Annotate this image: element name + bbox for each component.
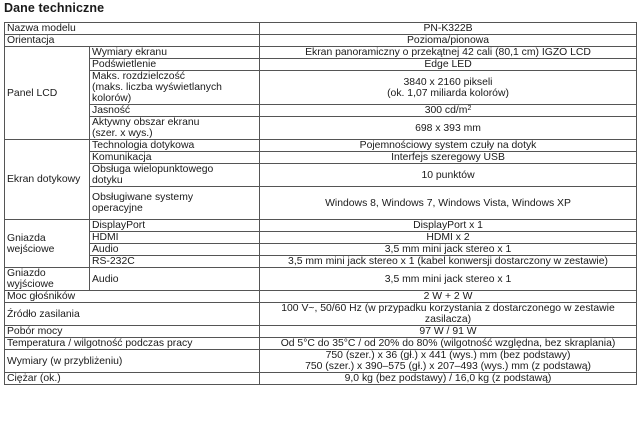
table-row xyxy=(5,140,637,152)
brightness-value xyxy=(260,105,637,117)
touch-group-label: Ekran dotykowy xyxy=(5,140,90,220)
resolution-label xyxy=(90,71,260,105)
dimensions-line: 750 (szer.) x 36 (gł.) x 441 (wys.) mm (bez podstawy) xyxy=(325,350,571,361)
weight-value: 9,0 kg (bez podstawy) / 16,0 kg (z podstawą) xyxy=(260,373,637,385)
communication-label: Komunikacja xyxy=(90,152,260,164)
table-row xyxy=(5,256,637,268)
backlight-label: Podświetlenie xyxy=(90,59,260,71)
table-row xyxy=(5,152,637,164)
rs232-label: RS-232C xyxy=(90,256,260,268)
resolution-label-line: (maks. liczba wyświetlanych xyxy=(92,82,222,93)
table-row xyxy=(5,244,637,256)
multitouch-label-line: Obsługa wielopunktowego xyxy=(92,164,214,175)
os-label-line: operacyjne xyxy=(92,203,143,214)
table-row xyxy=(5,71,637,105)
active-area-label xyxy=(90,117,260,140)
inputs-group-line: wejściowe xyxy=(7,243,55,255)
resolution-value xyxy=(260,71,637,105)
speaker-label: Moc głośników xyxy=(5,291,260,303)
table-row xyxy=(5,303,637,326)
table-row xyxy=(5,187,637,220)
brightness-label: Jasność xyxy=(90,105,260,117)
inputs-group-label xyxy=(5,220,90,268)
touch-tech-value: Pojemnościowy system czuły na dotyk xyxy=(260,140,637,152)
table-row xyxy=(5,23,637,35)
table-row xyxy=(5,105,637,117)
dimensions-line: 750 (szer.) x 390–575 (gł.) x 207–493 (wys.) mm (z podstawą) xyxy=(305,361,591,372)
audio-in-value: 3,5 mm mini jack stereo x 1 xyxy=(260,244,637,256)
displayport-value: DisplayPort x 1 xyxy=(260,220,637,232)
consumption-value: 97 W / 91 W xyxy=(260,326,637,338)
rs232-value: 3,5 mm mini jack stereo x 1 (kabel konwersji dostarczony w zestawie) xyxy=(260,256,637,268)
output-group-label xyxy=(5,268,90,291)
active-area-label-line: Aktywny obszar ekranu xyxy=(92,117,200,128)
backlight-value: Edge LED xyxy=(260,59,637,71)
table-row xyxy=(5,291,637,303)
weight-label: Ciężar (ok.) xyxy=(5,373,260,385)
spec-table xyxy=(4,22,637,385)
table-row xyxy=(5,373,637,385)
os-label xyxy=(90,187,260,220)
resolution-label-line: kolorów) xyxy=(92,93,132,104)
audio-in-label: Audio xyxy=(90,244,260,256)
table-row xyxy=(5,326,637,338)
table-row xyxy=(5,220,637,232)
resolution-value-line: (ok. 1,07 miliarda kolorów) xyxy=(387,87,509,99)
inputs-group-line: Gniazda xyxy=(7,232,46,244)
consumption-label: Pobór mocy xyxy=(5,326,260,338)
resolution-value-line: 3840 x 2160 pikseli xyxy=(403,76,493,88)
audio-out-label: Audio xyxy=(90,268,260,291)
table-row xyxy=(5,35,637,47)
orientation-label: Orientacja xyxy=(5,35,260,47)
table-row xyxy=(5,338,637,350)
audio-out-value: 3,5 mm mini jack stereo x 1 xyxy=(260,268,637,291)
active-area-value: 698 x 393 mm xyxy=(260,117,637,140)
active-area-label-line: (szer. x wys.) xyxy=(92,128,153,139)
output-group-line: Gniazdo xyxy=(7,268,46,279)
table-row xyxy=(5,232,637,244)
power-source-value xyxy=(260,303,637,326)
brightness-superscript: 2 xyxy=(467,105,472,112)
displayport-label: DisplayPort xyxy=(90,220,260,232)
table-row xyxy=(5,350,637,373)
model-value: PN-K322B xyxy=(260,23,637,35)
multitouch-label xyxy=(90,164,260,187)
table-row xyxy=(5,47,637,59)
output-group-line: wyjściowe xyxy=(7,279,54,290)
hdmi-label: HDMI xyxy=(90,232,260,244)
lcd-group-label: Panel LCD xyxy=(5,47,90,140)
model-label: Nazwa modelu xyxy=(5,23,260,35)
screen-value: Ekran panoramiczny o przekątnej 42 cali (80,1 cm) IGZO LCD xyxy=(260,47,637,59)
table-row xyxy=(5,268,637,291)
resolution-label-line: Maks. rozdzielczość xyxy=(92,71,185,82)
multitouch-label-line: dotyku xyxy=(92,175,123,186)
temperature-label: Temperatura / wilgotność podczas pracy xyxy=(5,338,260,350)
speaker-value: 2 W + 2 W xyxy=(260,291,637,303)
communication-value: Interfejs szeregowy USB xyxy=(260,152,637,164)
page-title: Dane techniczne xyxy=(4,1,105,15)
multitouch-value: 10 punktów xyxy=(260,164,637,187)
power-source-label: Źródło zasilania xyxy=(5,303,260,326)
dimensions-value xyxy=(260,350,637,373)
table-row xyxy=(5,117,637,140)
power-source-line: zasilacza) xyxy=(424,314,472,325)
orientation-value: Pozioma/pionowa xyxy=(260,35,637,47)
os-label-line: Obsługiwane systemy xyxy=(92,192,194,203)
temperature-value: Od 5°C do 35°C / od 20% do 80% (wilgotność względna, bez skraplania) xyxy=(260,338,637,350)
table-row xyxy=(5,59,637,71)
table-row xyxy=(5,164,637,187)
power-source-line: 100 V~, 50/60 Hz (w przypadku korzystania z dostarczonego w zestawie xyxy=(281,303,615,314)
screen-label: Wymiary ekranu xyxy=(90,47,260,59)
os-value: Windows 8, Windows 7, Windows Vista, Windows XP xyxy=(260,187,637,220)
dimensions-label: Wymiary (w przybliżeniu) xyxy=(5,350,260,373)
brightness-number: 300 cd/m xyxy=(424,105,468,116)
touch-tech-label: Technologia dotykowa xyxy=(90,140,260,152)
hdmi-value: HDMI x 2 xyxy=(260,232,637,244)
